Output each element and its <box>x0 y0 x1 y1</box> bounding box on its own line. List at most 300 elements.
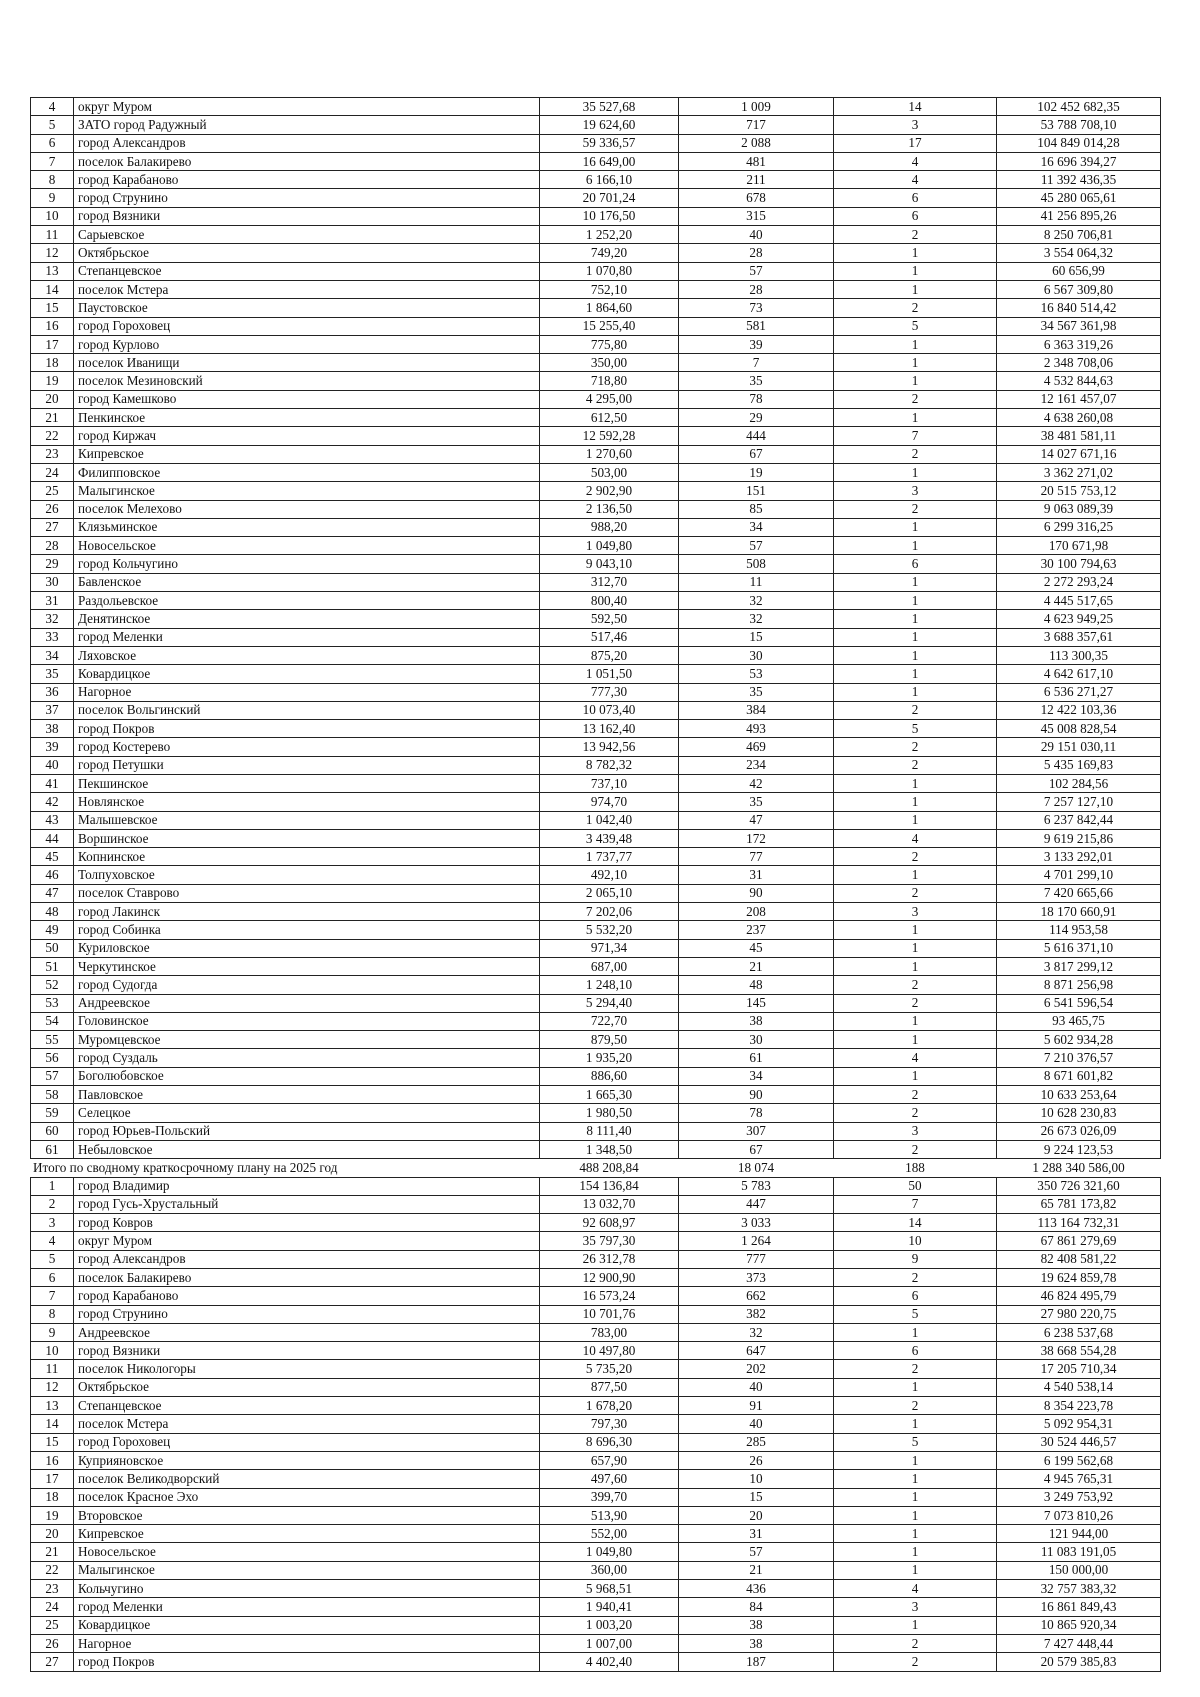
cost-value: 5 616 371,10 <box>997 939 1161 957</box>
buildings-count: 1 <box>834 463 997 481</box>
table-row <box>31 262 1161 280</box>
table-row <box>31 500 1161 518</box>
residents-count: 45 <box>679 939 834 957</box>
municipality-name: Малыгинское <box>74 1561 540 1579</box>
table-row <box>31 1250 1161 1268</box>
area-value: 875,20 <box>540 646 679 664</box>
municipality-name: Воршинское <box>74 829 540 847</box>
table-row <box>31 1177 1161 1195</box>
area-value: 1 864,60 <box>540 299 679 317</box>
table-row <box>31 1086 1161 1104</box>
table-row <box>31 1561 1161 1579</box>
area-value: 5 735,20 <box>540 1360 679 1378</box>
table-row <box>31 1397 1161 1415</box>
residents-count: 315 <box>679 207 834 225</box>
area-value: 1 678,20 <box>540 1397 679 1415</box>
municipality-name: Головинское <box>74 1012 540 1030</box>
row-number: 47 <box>31 884 74 902</box>
cost-value: 7 420 665,66 <box>997 884 1161 902</box>
cost-value: 45 280 065,61 <box>997 189 1161 207</box>
table-row <box>31 98 1161 116</box>
table-row <box>31 116 1161 134</box>
buildings-count: 1 <box>834 921 997 939</box>
municipality-name: Новлянское <box>74 793 540 811</box>
table-row <box>31 628 1161 646</box>
buildings-count: 7 <box>834 427 997 445</box>
cost-value: 4 445 517,65 <box>997 592 1161 610</box>
row-number: 11 <box>31 1360 74 1378</box>
table-row <box>31 482 1161 500</box>
cost-value: 9 063 089,39 <box>997 500 1161 518</box>
municipality-name: Черкутинское <box>74 957 540 975</box>
cost-value: 45 008 828,54 <box>997 720 1161 738</box>
table-row <box>31 1140 1161 1158</box>
buildings-count: 4 <box>834 1580 997 1598</box>
residents-count: 91 <box>679 1397 834 1415</box>
residents-count: 78 <box>679 1104 834 1122</box>
municipality-name: город Гусь-Хрустальный <box>74 1195 540 1213</box>
table-row <box>31 1031 1161 1049</box>
table-row <box>31 701 1161 719</box>
residents-count: 67 <box>679 445 834 463</box>
residents-count: 32 <box>679 592 834 610</box>
buildings-count: 1 <box>834 354 997 372</box>
table-row <box>31 1360 1161 1378</box>
municipality-name: город Струнино <box>74 1305 540 1323</box>
buildings-count: 1 <box>834 409 997 427</box>
table-row <box>31 1506 1161 1524</box>
cost-value: 104 849 014,28 <box>997 134 1161 152</box>
row-number: 18 <box>31 354 74 372</box>
area-value: 988,20 <box>540 518 679 536</box>
row-number: 25 <box>31 1616 74 1634</box>
residents-count: 28 <box>679 244 834 262</box>
cost-value: 6 541 596,54 <box>997 994 1161 1012</box>
table-row <box>31 207 1161 225</box>
cost-value: 4 945 765,31 <box>997 1470 1161 1488</box>
municipality-name: город Суздаль <box>74 1049 540 1067</box>
table-row <box>31 1616 1161 1634</box>
table-row <box>31 1488 1161 1506</box>
row-number: 35 <box>31 665 74 683</box>
municipality-name: поселок Великодворский <box>74 1470 540 1488</box>
table-row <box>31 848 1161 866</box>
buildings-count: 14 <box>834 98 997 116</box>
cost-value: 113 164 732,31 <box>997 1214 1161 1232</box>
area-value: 879,50 <box>540 1031 679 1049</box>
table-row <box>31 829 1161 847</box>
municipality-name: Денятинское <box>74 610 540 628</box>
residents-count: 53 <box>679 665 834 683</box>
residents-count: 35 <box>679 683 834 701</box>
area-value: 16 649,00 <box>540 152 679 170</box>
buildings-count: 3 <box>834 1122 997 1140</box>
area-value: 492,10 <box>540 866 679 884</box>
area-value: 517,46 <box>540 628 679 646</box>
municipality-name: Нагорное <box>74 1634 540 1652</box>
table-row <box>31 372 1161 390</box>
total-label: Итого по сводному краткосрочному плану на 2025 год <box>31 1159 540 1177</box>
buildings-count: 1 <box>834 610 997 628</box>
residents-count: 30 <box>679 646 834 664</box>
residents-count: 211 <box>679 171 834 189</box>
municipality-name: город Камешково <box>74 390 540 408</box>
municipality-name: Ковардицкое <box>74 665 540 683</box>
residents-count: 481 <box>679 152 834 170</box>
residents-count: 145 <box>679 994 834 1012</box>
residents-count: 384 <box>679 701 834 719</box>
buildings-count: 5 <box>834 720 997 738</box>
residents-count: 373 <box>679 1269 834 1287</box>
area-value: 1 070,80 <box>540 262 679 280</box>
table-row <box>31 1305 1161 1323</box>
residents-count: 35 <box>679 372 834 390</box>
row-number: 34 <box>31 646 74 664</box>
row-number: 38 <box>31 720 74 738</box>
residents-count: 469 <box>679 738 834 756</box>
cost-value: 3 688 357,61 <box>997 628 1161 646</box>
cost-value: 8 671 601,82 <box>997 1067 1161 1085</box>
residents-count: 57 <box>679 537 834 555</box>
municipality-name: Малышевское <box>74 811 540 829</box>
residents-count: 28 <box>679 280 834 298</box>
municipality-name: округ Муром <box>74 1232 540 1250</box>
residents-count: 581 <box>679 317 834 335</box>
municipality-name: ЗАТО город Радужный <box>74 116 540 134</box>
cost-value: 7 427 448,44 <box>997 1634 1161 1652</box>
municipality-name: Кольчугино <box>74 1580 540 1598</box>
area-value: 10 176,50 <box>540 207 679 225</box>
buildings-count: 2 <box>834 994 997 1012</box>
buildings-count: 5 <box>834 317 997 335</box>
table-row <box>31 390 1161 408</box>
area-value: 971,34 <box>540 939 679 957</box>
total-row <box>31 1159 1161 1177</box>
municipality-name: Нагорное <box>74 683 540 701</box>
residents-count: 78 <box>679 390 834 408</box>
cost-value: 6 237 842,44 <box>997 811 1161 829</box>
cost-value: 11 392 436,35 <box>997 171 1161 189</box>
row-number: 7 <box>31 1287 74 1305</box>
cost-value: 7 073 810,26 <box>997 1506 1161 1524</box>
cost-value: 65 781 173,82 <box>997 1195 1161 1213</box>
area-value: 59 336,57 <box>540 134 679 152</box>
area-value: 737,10 <box>540 774 679 792</box>
municipality-name: Октябрьское <box>74 1378 540 1396</box>
buildings-count: 1 <box>834 1451 997 1469</box>
table-row <box>31 335 1161 353</box>
buildings-count: 4 <box>834 152 997 170</box>
row-number: 45 <box>31 848 74 866</box>
municipality-name: поселок Балакирево <box>74 152 540 170</box>
table-row <box>31 1067 1161 1085</box>
area-value: 16 573,24 <box>540 1287 679 1305</box>
residents-count: 32 <box>679 1323 834 1341</box>
cost-value: 4 623 949,25 <box>997 610 1161 628</box>
residents-count: 777 <box>679 1250 834 1268</box>
row-number: 44 <box>31 829 74 847</box>
area-value: 312,70 <box>540 573 679 591</box>
buildings-count: 1 <box>834 537 997 555</box>
cost-value: 16 696 394,27 <box>997 152 1161 170</box>
municipality-name: Новосельское <box>74 537 540 555</box>
cost-value: 7 210 376,57 <box>997 1049 1161 1067</box>
cost-value: 350 726 321,60 <box>997 1177 1161 1195</box>
residents-count: 447 <box>679 1195 834 1213</box>
residents-count: 19 <box>679 463 834 481</box>
area-value: 10 497,80 <box>540 1342 679 1360</box>
municipality-name: Муромцевское <box>74 1031 540 1049</box>
cost-value: 16 840 514,42 <box>997 299 1161 317</box>
row-number: 13 <box>31 262 74 280</box>
area-value: 800,40 <box>540 592 679 610</box>
residents-count: 15 <box>679 628 834 646</box>
cost-value: 18 170 660,91 <box>997 903 1161 921</box>
buildings-count: 2 <box>834 701 997 719</box>
municipality-name: город Гороховец <box>74 1433 540 1451</box>
table-row <box>31 226 1161 244</box>
buildings-count: 1 <box>834 1525 997 1543</box>
residents-count: 10 <box>679 1470 834 1488</box>
area-value: 1 252,20 <box>540 226 679 244</box>
table-row <box>31 1269 1161 1287</box>
buildings-count: 1 <box>834 1031 997 1049</box>
buildings-count: 1 <box>834 646 997 664</box>
residents-count: 35 <box>679 793 834 811</box>
capital-repair-plan-table <box>30 97 1161 1672</box>
row-number: 57 <box>31 1067 74 1085</box>
cost-value: 5 435 169,83 <box>997 756 1161 774</box>
buildings-count: 1 <box>834 683 997 701</box>
municipality-name: поселок Вольгинский <box>74 701 540 719</box>
area-value: 752,10 <box>540 280 679 298</box>
table-row <box>31 171 1161 189</box>
row-number: 31 <box>31 592 74 610</box>
row-number: 9 <box>31 189 74 207</box>
table-row <box>31 317 1161 335</box>
area-value: 2 902,90 <box>540 482 679 500</box>
table-row <box>31 976 1161 994</box>
row-number: 55 <box>31 1031 74 1049</box>
residents-count: 1 009 <box>679 98 834 116</box>
area-value: 1 940,41 <box>540 1598 679 1616</box>
buildings-count: 50 <box>834 1177 997 1195</box>
cost-value: 3 554 064,32 <box>997 244 1161 262</box>
area-value: 722,70 <box>540 1012 679 1030</box>
municipality-name: Андреевское <box>74 994 540 1012</box>
area-value: 12 592,28 <box>540 427 679 445</box>
buildings-count: 7 <box>834 1195 997 1213</box>
municipality-name: Кипревское <box>74 445 540 463</box>
table-row <box>31 555 1161 573</box>
row-number: 23 <box>31 1580 74 1598</box>
area-value: 4 295,00 <box>540 390 679 408</box>
row-number: 25 <box>31 482 74 500</box>
area-value: 1 348,50 <box>540 1140 679 1158</box>
area-value: 13 942,56 <box>540 738 679 756</box>
municipality-name: Малыгинское <box>74 482 540 500</box>
buildings-count: 5 <box>834 1305 997 1323</box>
area-value: 974,70 <box>540 793 679 811</box>
buildings-count: 1 <box>834 1323 997 1341</box>
cost-value: 102 452 682,35 <box>997 98 1161 116</box>
residents-count: 307 <box>679 1122 834 1140</box>
buildings-count: 1 <box>834 1616 997 1634</box>
residents-count: 40 <box>679 226 834 244</box>
cost-value: 3 817 299,12 <box>997 957 1161 975</box>
area-value: 1 665,30 <box>540 1086 679 1104</box>
buildings-count: 4 <box>834 1049 997 1067</box>
table-row <box>31 756 1161 774</box>
residents-count: 444 <box>679 427 834 445</box>
residents-count: 172 <box>679 829 834 847</box>
table-row <box>31 463 1161 481</box>
table-row <box>31 244 1161 262</box>
table-row <box>31 957 1161 975</box>
row-number: 43 <box>31 811 74 829</box>
area-value: 12 900,90 <box>540 1269 679 1287</box>
municipality-name: город Покров <box>74 720 540 738</box>
row-number: 20 <box>31 390 74 408</box>
buildings-count: 1 <box>834 280 997 298</box>
row-number: 12 <box>31 1378 74 1396</box>
residents-count: 38 <box>679 1012 834 1030</box>
cost-value: 14 027 671,16 <box>997 445 1161 463</box>
table-row <box>31 573 1161 591</box>
residents-count: 42 <box>679 774 834 792</box>
row-number: 52 <box>31 976 74 994</box>
area-value: 9 043,10 <box>540 555 679 573</box>
residents-count: 187 <box>679 1653 834 1671</box>
buildings-count: 1 <box>834 811 997 829</box>
residents-count: 57 <box>679 262 834 280</box>
cost-value: 4 701 299,10 <box>997 866 1161 884</box>
table-row <box>31 1104 1161 1122</box>
row-number: 17 <box>31 335 74 353</box>
area-value: 503,00 <box>540 463 679 481</box>
cost-value: 3 133 292,01 <box>997 848 1161 866</box>
municipality-name: город Кольчугино <box>74 555 540 573</box>
table-row <box>31 134 1161 152</box>
row-number: 41 <box>31 774 74 792</box>
cost-value: 19 624 859,78 <box>997 1269 1161 1287</box>
area-value: 5 968,51 <box>540 1580 679 1598</box>
cost-value: 30 100 794,63 <box>997 555 1161 573</box>
table-row <box>31 280 1161 298</box>
residents-count: 151 <box>679 482 834 500</box>
area-value: 775,80 <box>540 335 679 353</box>
cost-value: 17 205 710,34 <box>997 1360 1161 1378</box>
row-number: 16 <box>31 1451 74 1469</box>
buildings-count: 1 <box>834 335 997 353</box>
row-number: 19 <box>31 1506 74 1524</box>
residents-count: 285 <box>679 1433 834 1451</box>
table-row <box>31 994 1161 1012</box>
cost-value: 34 567 361,98 <box>997 317 1161 335</box>
buildings-count: 1 <box>834 1488 997 1506</box>
row-number: 21 <box>31 409 74 427</box>
table-row <box>31 1232 1161 1250</box>
residents-count: 57 <box>679 1543 834 1561</box>
cost-value: 20 515 753,12 <box>997 482 1161 500</box>
cost-value: 2 348 708,06 <box>997 354 1161 372</box>
row-number: 15 <box>31 1433 74 1451</box>
municipality-name: Пенкинское <box>74 409 540 427</box>
residents-count: 38 <box>679 1616 834 1634</box>
buildings-count: 1 <box>834 518 997 536</box>
row-number: 17 <box>31 1470 74 1488</box>
cost-value: 8 871 256,98 <box>997 976 1161 994</box>
area-value: 1 051,50 <box>540 665 679 683</box>
table-row <box>31 884 1161 902</box>
municipality-name: город Александров <box>74 134 540 152</box>
buildings-count: 3 <box>834 1598 997 1616</box>
residents-count: 30 <box>679 1031 834 1049</box>
row-number: 6 <box>31 1269 74 1287</box>
table-row <box>31 1012 1161 1030</box>
buildings-count: 2 <box>834 976 997 994</box>
residents-count: 11 <box>679 573 834 591</box>
municipality-name: поселок Ставрово <box>74 884 540 902</box>
residents-count: 436 <box>679 1580 834 1598</box>
table-row <box>31 683 1161 701</box>
cost-value: 11 083 191,05 <box>997 1543 1161 1561</box>
municipality-name: Боголюбовское <box>74 1067 540 1085</box>
municipality-name: город Меленки <box>74 1598 540 1616</box>
area-value: 8 782,32 <box>540 756 679 774</box>
table-row <box>31 1287 1161 1305</box>
cost-value: 4 532 844,63 <box>997 372 1161 390</box>
municipality-name: Павловское <box>74 1086 540 1104</box>
municipality-name: Бавленское <box>74 573 540 591</box>
area-value: 3 439,48 <box>540 829 679 847</box>
buildings-count: 1 <box>834 244 997 262</box>
cost-value: 38 481 581,11 <box>997 427 1161 445</box>
residents-count: 647 <box>679 1342 834 1360</box>
cost-value: 20 579 385,83 <box>997 1653 1161 1671</box>
municipality-name: Кипревское <box>74 1525 540 1543</box>
municipality-name: Сарыевское <box>74 226 540 244</box>
row-number: 22 <box>31 427 74 445</box>
cost-value: 53 788 708,10 <box>997 116 1161 134</box>
buildings-count: 3 <box>834 116 997 134</box>
row-number: 32 <box>31 610 74 628</box>
area-value: 8 111,40 <box>540 1122 679 1140</box>
total-cost: 1 288 340 586,00 <box>997 1159 1161 1177</box>
buildings-count: 2 <box>834 1653 997 1671</box>
row-number: 4 <box>31 1232 74 1250</box>
row-number: 30 <box>31 573 74 591</box>
table-row <box>31 720 1161 738</box>
municipality-name: Второвское <box>74 1506 540 1524</box>
row-number: 42 <box>31 793 74 811</box>
buildings-count: 2 <box>834 1104 997 1122</box>
row-number: 16 <box>31 317 74 335</box>
buildings-count: 2 <box>834 1269 997 1287</box>
municipality-name: город Юрьев-Польский <box>74 1122 540 1140</box>
row-number: 14 <box>31 1415 74 1433</box>
cost-value: 30 524 446,57 <box>997 1433 1161 1451</box>
row-number: 36 <box>31 683 74 701</box>
area-value: 1 270,60 <box>540 445 679 463</box>
buildings-count: 2 <box>834 1360 997 1378</box>
table-row <box>31 1525 1161 1543</box>
area-value: 399,70 <box>540 1488 679 1506</box>
area-value: 1 042,40 <box>540 811 679 829</box>
row-number: 50 <box>31 939 74 957</box>
residents-count: 15 <box>679 1488 834 1506</box>
municipality-name: город Карабаново <box>74 171 540 189</box>
